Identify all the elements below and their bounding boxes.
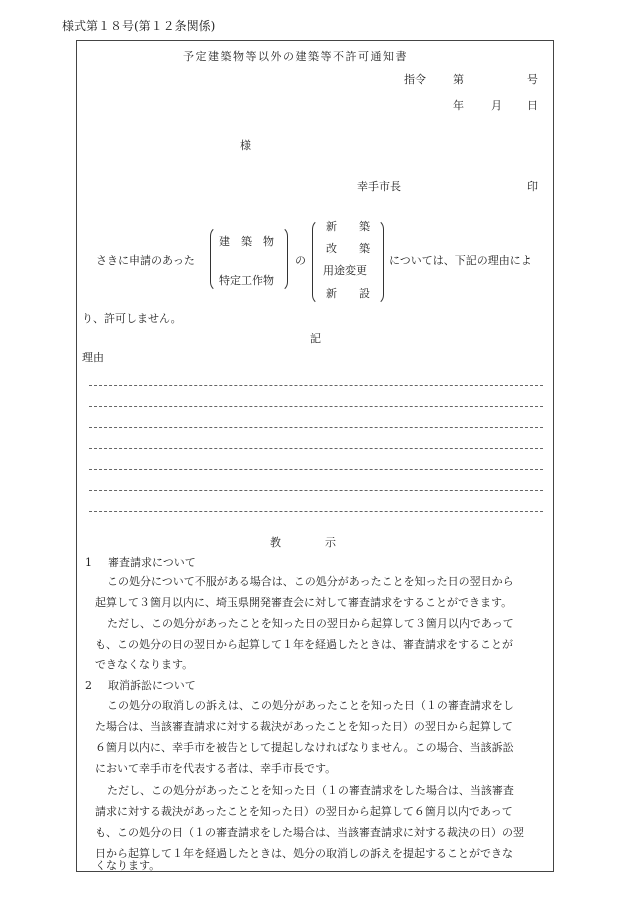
reason-label: 理由	[82, 351, 104, 364]
reason-line	[89, 385, 543, 386]
reason-line	[89, 427, 543, 428]
statement-particle: の	[295, 254, 306, 267]
reason-line	[89, 448, 543, 449]
ki-heading: 記	[310, 332, 321, 345]
section-line: この処分について不服がある場合は、この処分があったことを知った日の翌日から	[107, 575, 514, 588]
date-day: 日	[527, 99, 538, 112]
section-line: において幸手市を代表する者は、幸手市長です。	[95, 762, 337, 775]
reason-line	[89, 469, 543, 470]
section-line: ただし、この処分があったことを知った日の翌日から起算して３箇月以内であって	[107, 617, 514, 630]
section-number: 1	[85, 556, 92, 569]
document-title: 予定建築物等以外の建築等不許可通知書	[183, 50, 408, 63]
date-month: 月	[491, 99, 502, 112]
section-line: ただし、この処分があったことを知った日（１の審査請求をした場合は、当該審査	[107, 784, 514, 797]
action-option-use-change: 用途変更	[323, 264, 367, 277]
section-line: 請求に対する裁決があったことを知った日）の翌日から起算して６箇月以内であって	[95, 805, 513, 818]
action-option-rebuild: 改 築	[326, 242, 370, 255]
action-option-new: 新 築	[326, 220, 370, 233]
section-line: も、この処分の日の翌日から起算して１年を経過したときは、審査請求をすることが	[95, 638, 513, 651]
seal-mark: 印	[527, 180, 538, 193]
number-dai: 第	[453, 73, 464, 86]
section-line: くなります。	[95, 859, 161, 872]
statement-intro: さきに申請のあった	[96, 254, 195, 267]
reason-line	[89, 511, 543, 512]
action-option-new-install: 新 設	[326, 287, 370, 300]
issuer-name: 幸手市長	[357, 180, 401, 193]
statement-suffix: については、下記の理由によ	[389, 254, 532, 267]
reason-line	[89, 406, 543, 407]
section-line: できなくなります。	[95, 658, 194, 671]
instruction-label: 指令	[404, 73, 426, 86]
date-year: 年	[453, 99, 464, 112]
addressee-sama: 様	[240, 139, 251, 152]
section-heading: 審査請求について	[108, 556, 196, 569]
section-heading: 取消訴訟について	[108, 679, 196, 692]
number-go: 号	[527, 73, 538, 86]
kyoji-title: 教 示	[270, 536, 336, 549]
section-number: 2	[85, 679, 92, 692]
object-option-structure: 特定工作物	[219, 274, 274, 287]
section-line: ６箇月以内に、幸手市を被告として提起しなければなりません。この場合、当該訴訟	[95, 741, 514, 754]
section-line: た場合は、当該審査請求に対する裁決があったことを知った日）の翌日から起算して	[95, 720, 513, 733]
form-number: 様式第１８号(第１２条関係)	[62, 19, 216, 33]
reason-line	[89, 490, 543, 491]
section-line: この処分の取消しの訴えは、この処分があったことを知った日（１の審査請求をし	[107, 699, 514, 712]
section-line: 日から起算して１年を経過したときは、処分の取消しの訴えを提起することができな	[95, 847, 513, 860]
statement-continuation: り、許可しません。	[82, 312, 182, 325]
object-option-building: 建 築 物	[219, 235, 274, 248]
section-line: も、この処分の日（１の審査請求をした場合は、当該審査請求に対する裁決の日）の翌	[95, 826, 524, 839]
section-line: 起算して３箇月以内に、埼玉県開発審査会に対して審査請求をすることができます。	[95, 596, 513, 609]
